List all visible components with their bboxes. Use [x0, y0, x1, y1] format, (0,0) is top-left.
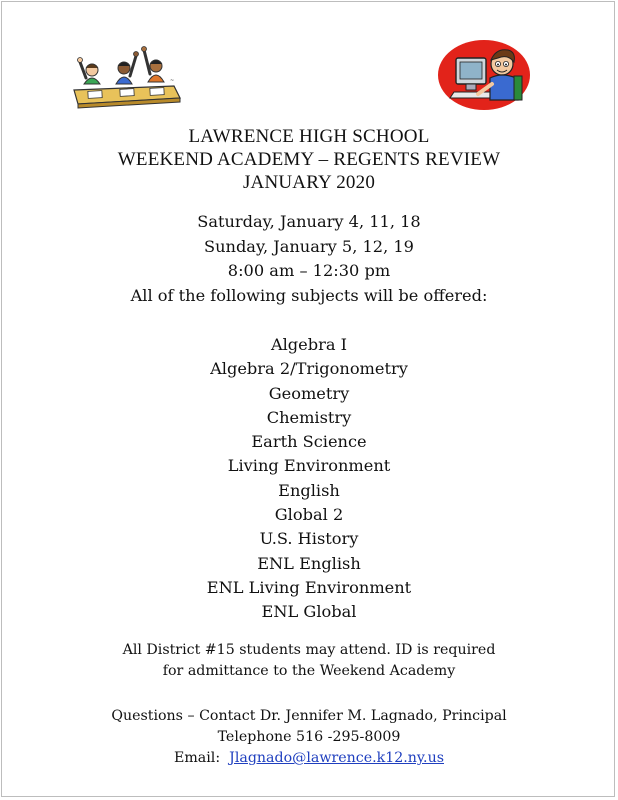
subject-item: U.S. History: [259, 529, 359, 549]
flyer-heading: [0, 125, 618, 194]
subject-item: Algebra 2/Trigonometry: [210, 359, 408, 379]
subject-item: ENL Living Environment: [206, 577, 412, 597]
subject-item: Geometry: [268, 383, 350, 403]
subject-item: ENL English: [257, 553, 361, 573]
students-raising-hands-clipart: [70, 44, 182, 110]
subject-list: [0, 333, 618, 625]
subject-item: English: [278, 480, 340, 500]
subject-item: Algebra I: [270, 335, 348, 354]
school-name: LAWRENCE HIGH SCHOOL: [188, 126, 430, 147]
svg-text:~: ~: [170, 78, 175, 84]
email-link[interactable]: Jlagnado@lawrence.k12.ny.us: [229, 750, 444, 766]
notice-line-2: for admittance to the Weekend Academy: [162, 663, 456, 679]
session-date: JANUARY 2020: [242, 172, 376, 193]
subject-item: ENL Global: [261, 602, 357, 622]
attendance-notice: [0, 640, 618, 682]
boy-at-computer-clipart: [434, 38, 534, 112]
subject-item: Earth Science: [251, 432, 367, 452]
session-time: 8:00 am – 12:30 pm: [227, 261, 391, 280]
subject-item: Global 2: [274, 505, 344, 525]
saturday-dates: Saturday, January 4, 11, 18: [197, 212, 421, 231]
schedule-block: [0, 210, 618, 308]
notice-line-1: All District #15 students may attend. ID is required: [122, 642, 496, 658]
contact-questions: Questions – Contact Dr. Jennifer M. Lagnado, Principal: [111, 708, 507, 724]
email-label: Email:: [174, 750, 221, 766]
subject-item: Living Environment: [227, 456, 391, 476]
contact-telephone: Telephone 516 -295-8009: [217, 729, 401, 745]
program-title: WEEKEND ACADEMY – REGENTS REVIEW: [117, 149, 501, 170]
contact-block: [0, 706, 618, 769]
contact-email-row: [0, 748, 618, 769]
subject-item: Chemistry: [266, 407, 352, 427]
sunday-dates: Sunday, January 5, 12, 19: [204, 236, 414, 256]
subjects-intro: All of the following subjects will be offered:: [130, 285, 488, 305]
